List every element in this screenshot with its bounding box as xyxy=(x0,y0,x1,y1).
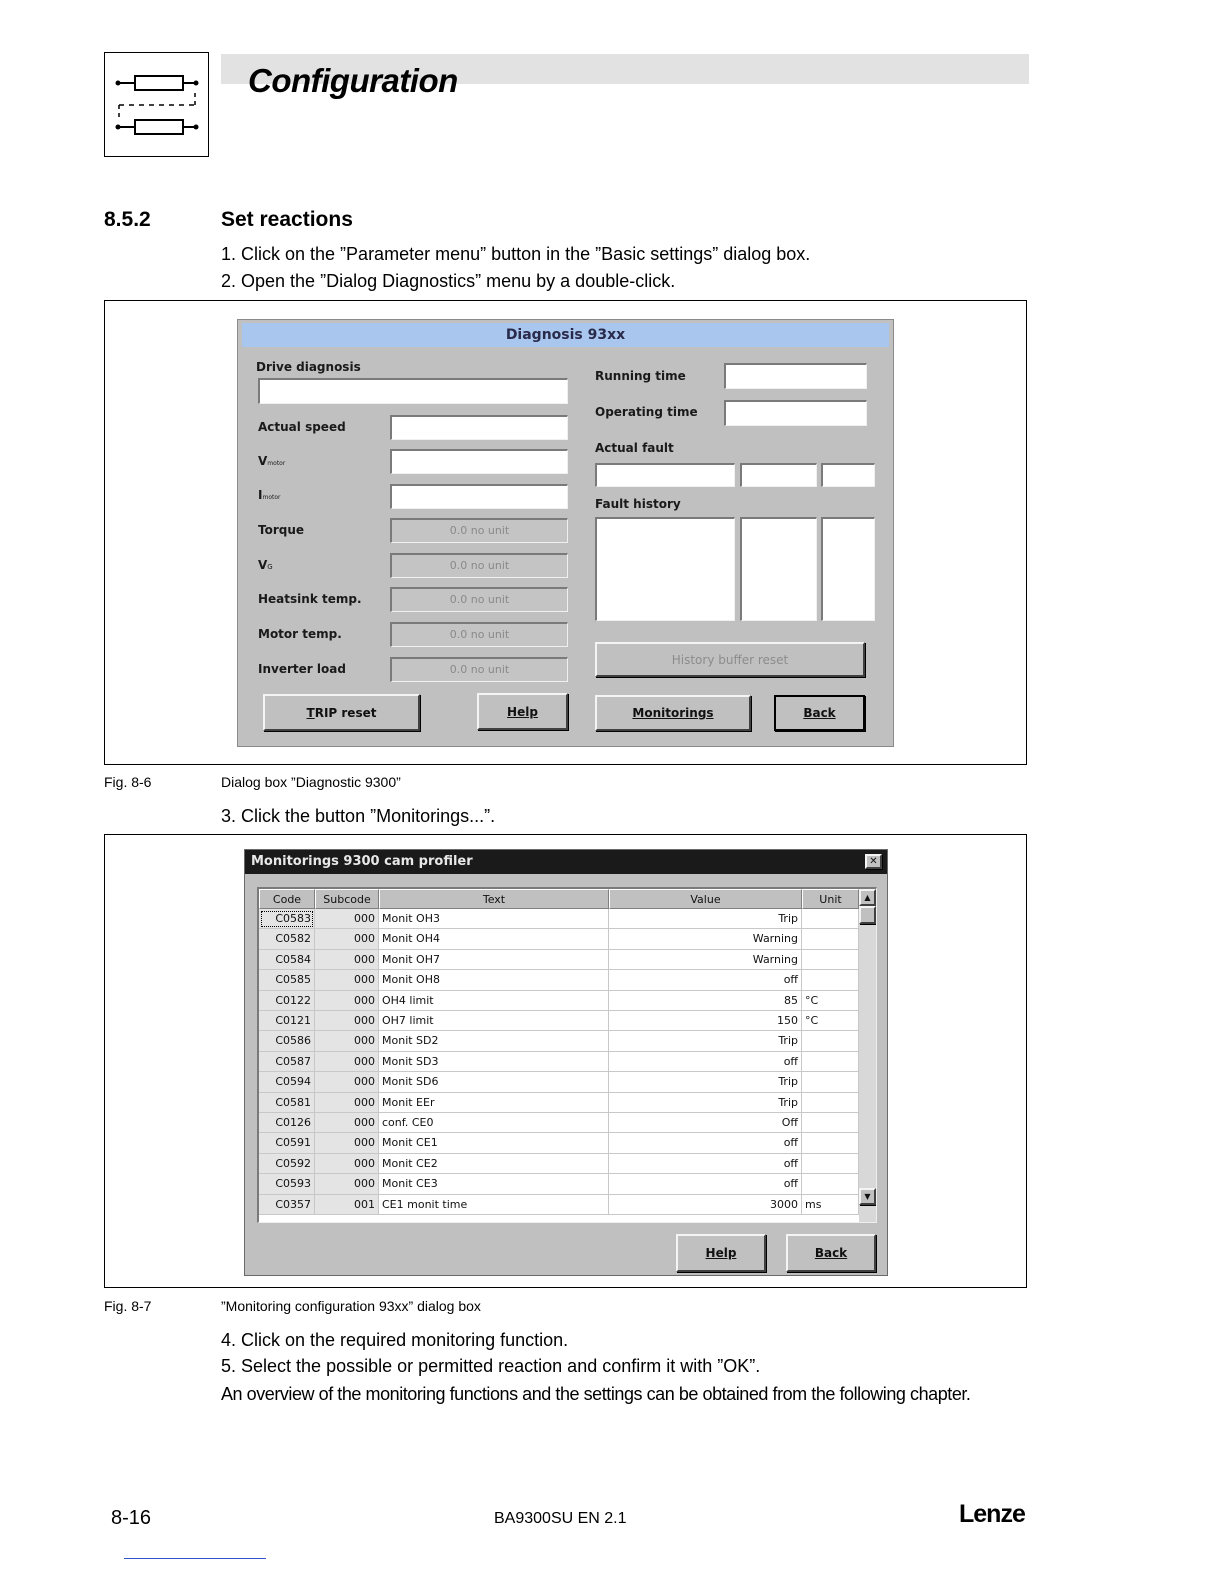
table-row[interactable] xyxy=(259,991,859,1011)
brand-logo: Lenze xyxy=(959,1500,1025,1528)
torque-value: 0.0 no unit xyxy=(390,518,568,543)
motor-temp-label: Motor temp. xyxy=(258,627,342,641)
cell-value[interactable]: Trip xyxy=(609,909,802,929)
scroll-up-icon[interactable]: ▲ xyxy=(859,889,876,906)
table-row[interactable] xyxy=(259,1072,859,1092)
cell-text: OH7 limit xyxy=(379,1011,609,1031)
running-time-field[interactable] xyxy=(724,363,867,389)
figure-diagnosis-frame xyxy=(104,300,1027,765)
fig1-caption: Dialog box ”Diagnostic 9300” xyxy=(221,774,401,790)
fault-history-list-1[interactable] xyxy=(595,517,735,621)
cell-subcode: 000 xyxy=(315,950,379,970)
cell-code: C0122 xyxy=(259,991,315,1011)
table-row[interactable] xyxy=(259,1011,859,1031)
cell-value[interactable]: off xyxy=(609,970,802,990)
actual-speed-label: Actual speed xyxy=(258,420,346,434)
fig1-label: Fig. 8-6 xyxy=(104,774,152,790)
cell-subcode: 000 xyxy=(315,1011,379,1031)
scroll-thumb[interactable] xyxy=(859,906,876,924)
vg-value: 0.0 no unit xyxy=(390,553,568,578)
fault-history-label: Fault history xyxy=(595,497,681,511)
cell-code: C0594 xyxy=(259,1072,315,1092)
step-2: 2. Open the ”Dialog Diagnostics” menu by a double-click. xyxy=(221,271,676,291)
dialog-title: Diagnosis 93xx xyxy=(242,323,889,347)
cell-unit xyxy=(802,1093,859,1113)
col-subcode[interactable]: Subcode xyxy=(315,889,379,909)
v-motor-field[interactable] xyxy=(390,449,568,474)
cell-value[interactable]: Trip xyxy=(609,1093,802,1113)
actual-fault-field-2[interactable] xyxy=(740,463,817,487)
cell-value[interactable]: off xyxy=(609,1133,802,1153)
cell-unit xyxy=(802,1113,859,1133)
monitorings-button[interactable]: Monitorings xyxy=(595,695,751,731)
step-3: 3. Click the button ”Monitorings...”. xyxy=(221,806,496,826)
cell-subcode: 000 xyxy=(315,929,379,949)
table-row[interactable] xyxy=(259,1133,859,1153)
operating-time-label: Operating time xyxy=(595,405,698,419)
cell-text: CE1 monit time xyxy=(379,1195,609,1215)
chapter-logo xyxy=(104,52,209,157)
cell-code: C0591 xyxy=(259,1133,315,1153)
help-button[interactable]: Help xyxy=(477,693,568,730)
cell-text: Monit CE2 xyxy=(379,1154,609,1174)
table-row[interactable] xyxy=(259,1154,859,1174)
cell-value[interactable]: off xyxy=(609,1052,802,1072)
cell-subcode: 000 xyxy=(315,909,379,929)
cell-text: Monit CE1 xyxy=(379,1133,609,1153)
cell-subcode: 000 xyxy=(315,991,379,1011)
table-row[interactable] xyxy=(259,929,859,949)
cell-text: OH4 limit xyxy=(379,991,609,1011)
cell-subcode: 000 xyxy=(315,970,379,990)
running-time-label: Running time xyxy=(595,369,686,383)
back-button-2[interactable]: Back xyxy=(786,1234,876,1272)
cell-unit xyxy=(802,1031,859,1051)
torque-label: Torque xyxy=(258,523,305,537)
circuit-icon xyxy=(105,53,207,155)
cell-text: conf. CE0 xyxy=(379,1113,609,1133)
actual-fault-field-3[interactable] xyxy=(821,463,875,487)
cell-value[interactable]: 85 xyxy=(609,991,802,1011)
cell-code: C0121 xyxy=(259,1011,315,1031)
i-motor-label: Imotor xyxy=(258,488,281,502)
cell-unit xyxy=(802,1174,859,1194)
table-row[interactable] xyxy=(259,970,859,990)
step-1: 1. Click on the ”Parameter menu” button in the ”Basic settings” dialog box. xyxy=(221,244,811,264)
cell-unit xyxy=(802,1154,859,1174)
monitorings-dialog xyxy=(244,849,888,1276)
cell-code: C0357 xyxy=(259,1195,315,1215)
history-buffer-reset-button[interactable]: History buffer reset xyxy=(595,642,865,677)
motor-temp-value: 0.0 no unit xyxy=(390,622,568,647)
fig2-caption: ”Monitoring configuration 93xx” dialog box xyxy=(221,1298,481,1314)
table-row[interactable] xyxy=(259,1174,859,1194)
cell-unit: ms xyxy=(802,1195,859,1215)
vg-label: VG xyxy=(258,558,273,572)
cell-unit: °C xyxy=(802,991,859,1011)
table-header xyxy=(259,889,859,909)
cell-subcode: 000 xyxy=(315,1052,379,1072)
section-number: 8.5.2 xyxy=(104,208,151,231)
help-button-2[interactable]: Help xyxy=(676,1234,766,1272)
doc-id: BA9300SU EN 2.1 xyxy=(494,1510,627,1527)
table-row[interactable] xyxy=(259,1052,859,1072)
cell-text: Monit SD2 xyxy=(379,1031,609,1051)
cell-unit xyxy=(802,1072,859,1092)
cell-unit: °C xyxy=(802,1011,859,1031)
fault-history-list-3[interactable] xyxy=(821,517,875,621)
back-button[interactable]: Back xyxy=(774,695,865,731)
cell-code: C0585 xyxy=(259,970,315,990)
cell-subcode: 001 xyxy=(315,1195,379,1215)
cell-code: C0126 xyxy=(259,1113,315,1133)
cell-code: C0583 xyxy=(259,909,315,929)
cell-text: Monit SD3 xyxy=(379,1052,609,1072)
scrollbar[interactable] xyxy=(859,889,876,1223)
cell-value[interactable]: off xyxy=(609,1154,802,1174)
step-5: 5. Select the possible or permitted reaction and confirm it with ”OK”. xyxy=(221,1356,761,1376)
cell-text: Monit OH3 xyxy=(379,909,609,929)
footer-link-line xyxy=(124,1558,266,1559)
cell-subcode: 000 xyxy=(315,1174,379,1194)
cell-subcode: 000 xyxy=(315,1031,379,1051)
cell-subcode: 000 xyxy=(315,1154,379,1174)
dialog-title: Monitorings 9300 cam profiler xyxy=(251,854,473,869)
figure-monitorings-frame xyxy=(104,834,1027,1288)
cell-value[interactable]: 150 xyxy=(609,1011,802,1031)
cell-subcode: 000 xyxy=(315,1113,379,1133)
diagnosis-dialog xyxy=(237,319,894,747)
page-title: Configuration xyxy=(248,62,458,99)
cell-value[interactable]: Off xyxy=(609,1113,802,1133)
cell-code: C0584 xyxy=(259,950,315,970)
cell-unit xyxy=(802,1052,859,1072)
col-unit[interactable]: Unit xyxy=(802,889,859,909)
cell-code: C0586 xyxy=(259,1031,315,1051)
inverter-load-value: 0.0 no unit xyxy=(390,657,568,682)
cell-subcode: 000 xyxy=(315,1072,379,1092)
cell-code: C0582 xyxy=(259,929,315,949)
col-value[interactable]: Value xyxy=(609,889,802,909)
table-row[interactable] xyxy=(259,1093,859,1113)
cell-subcode: 000 xyxy=(315,1093,379,1113)
col-code[interactable]: Code xyxy=(259,889,315,909)
cell-unit xyxy=(802,929,859,949)
cell-code: C0593 xyxy=(259,1174,315,1194)
cell-unit xyxy=(802,970,859,990)
cell-value[interactable]: Trip xyxy=(609,1031,802,1051)
page-number: 8-16 xyxy=(111,1507,152,1529)
cell-value[interactable]: Warning xyxy=(609,929,802,949)
drive-diagnosis-label: Drive diagnosis xyxy=(256,360,361,374)
scroll-down-icon[interactable]: ▼ xyxy=(859,1188,876,1205)
heatsink-label: Heatsink temp. xyxy=(258,592,362,606)
monitorings-table xyxy=(257,887,877,1223)
cell-unit xyxy=(802,1133,859,1153)
close-icon[interactable]: ✕ xyxy=(865,854,882,869)
actual-fault-field-1[interactable] xyxy=(595,463,735,487)
overview-text: An overview of the monitoring functions and the settings can be obtained from the following chapter. xyxy=(221,1384,971,1404)
actual-speed-field[interactable] xyxy=(390,415,568,440)
fault-history-list-2[interactable] xyxy=(740,517,817,621)
cell-subcode: 000 xyxy=(315,1133,379,1153)
drive-diagnosis-field[interactable] xyxy=(258,378,568,404)
heatsink-value: 0.0 no unit xyxy=(390,587,568,612)
fig2-label: Fig. 8-7 xyxy=(104,1298,152,1314)
cell-text: Monit OH4 xyxy=(379,929,609,949)
cell-value[interactable]: Warning xyxy=(609,950,802,970)
dialog-titlebar xyxy=(245,850,887,874)
cell-text: Monit SD6 xyxy=(379,1072,609,1092)
cell-code: C0587 xyxy=(259,1052,315,1072)
col-text[interactable]: Text xyxy=(379,889,609,909)
section-title: Set reactions xyxy=(221,208,353,231)
operating-time-field[interactable] xyxy=(724,400,867,426)
cell-value[interactable]: 3000 xyxy=(609,1195,802,1215)
cell-text: Monit CE3 xyxy=(379,1174,609,1194)
v-motor-label: Vmotor xyxy=(258,454,286,468)
step-4: 4. Click on the required monitoring function. xyxy=(221,1330,569,1350)
cell-text: Monit OH8 xyxy=(379,970,609,990)
cell-text: Monit OH7 xyxy=(379,950,609,970)
actual-fault-label: Actual fault xyxy=(595,441,674,455)
cell-value[interactable]: off xyxy=(609,1174,802,1194)
table-row[interactable] xyxy=(259,950,859,970)
cell-value[interactable]: Trip xyxy=(609,1072,802,1092)
table-row[interactable] xyxy=(259,1195,859,1215)
table-row[interactable] xyxy=(259,1031,859,1051)
cell-unit xyxy=(802,950,859,970)
table-row[interactable] xyxy=(259,1113,859,1133)
cell-code: C0581 xyxy=(259,1093,315,1113)
table-row[interactable] xyxy=(259,909,859,929)
cell-code: C0592 xyxy=(259,1154,315,1174)
cell-unit xyxy=(802,909,859,929)
cell-text: Monit EEr xyxy=(379,1093,609,1113)
inverter-load-label: Inverter load xyxy=(258,662,346,676)
trip-reset-button[interactable]: T RIP reset xyxy=(263,694,420,731)
i-motor-field[interactable] xyxy=(390,484,568,509)
